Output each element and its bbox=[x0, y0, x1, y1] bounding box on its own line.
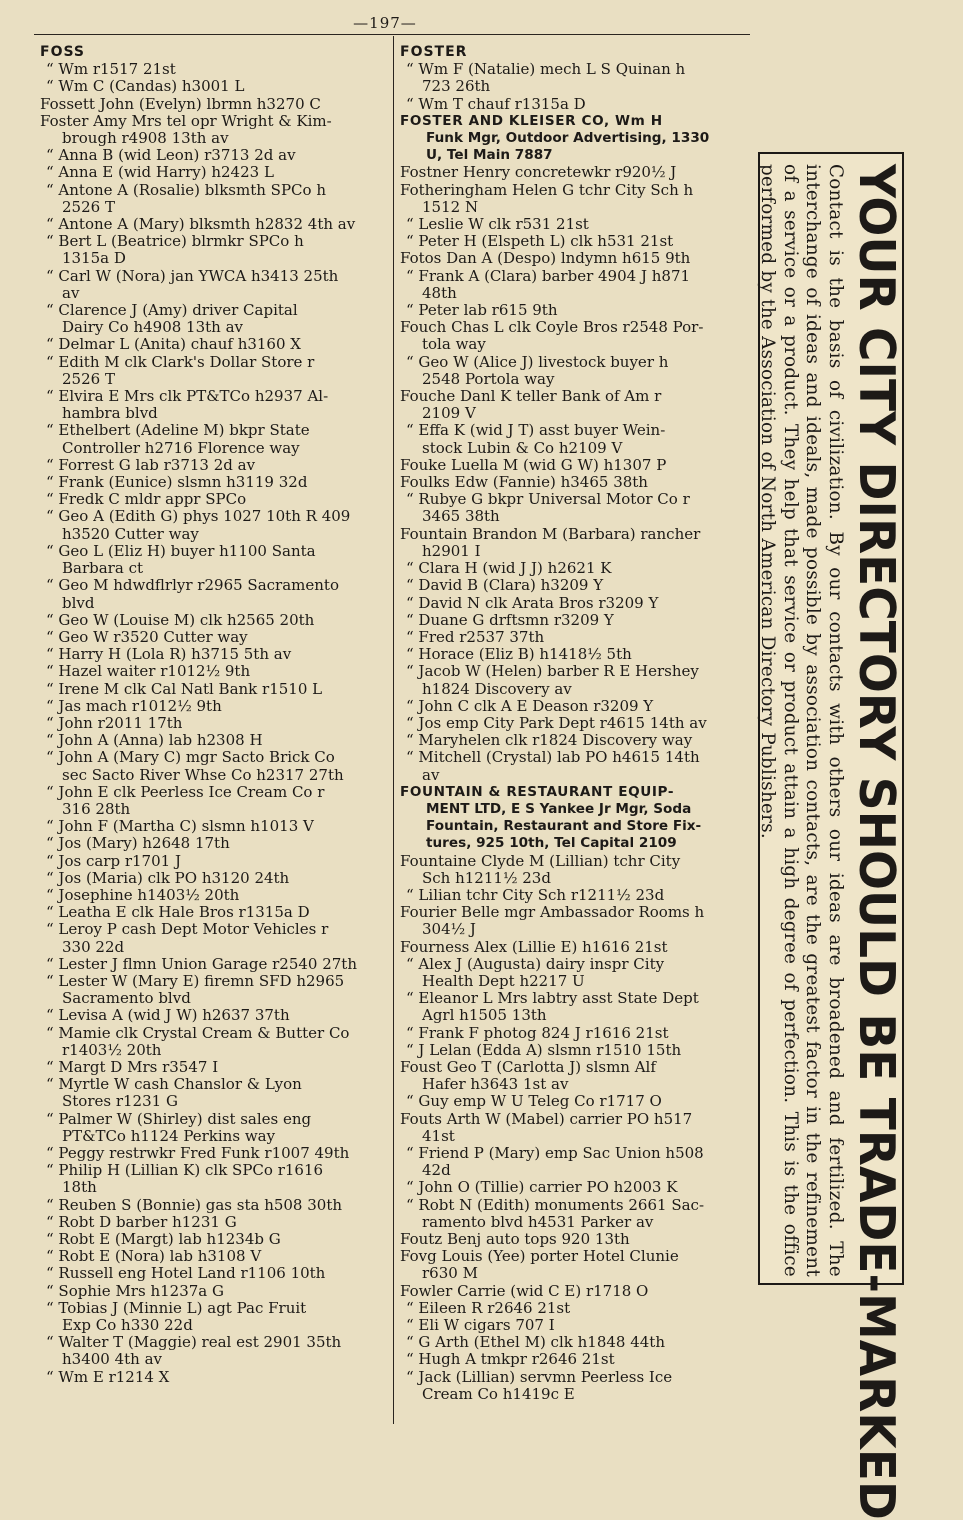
entry-continuation: Sacramento blvd bbox=[62, 990, 191, 1008]
advertisement-line: of a service or a product. They help that service or product attain a high degree of perfection. This is the office bbox=[780, 164, 801, 1277]
directory-entry: “ Fred r2537 37th bbox=[406, 628, 545, 646]
directory-entry: “ Fredk C mldr appr SPCo bbox=[46, 491, 247, 509]
business-listing-line: Fountain, Restaurant and Store Fix- bbox=[426, 818, 702, 835]
directory-entry: “ Effa K (wid J T) asst buyer Wein- bbox=[406, 422, 666, 440]
directory-entry: “ Robt D barber h1231 G bbox=[46, 1213, 237, 1231]
directory-entry: “ Ethelbert (Adeline M) bkpr State bbox=[46, 422, 310, 440]
directory-entry: “ Antone A (Rosalie) blksmth SPCo h bbox=[46, 181, 326, 199]
directory-entry: “ Russell eng Hotel Land r1106 10th bbox=[46, 1265, 326, 1283]
directory-entry: “ Hugh A tmkpr r2646 21st bbox=[406, 1351, 615, 1369]
column-divider bbox=[393, 36, 394, 1424]
directory-entry: Fouke Luella M (wid G W) h1307 P bbox=[400, 456, 667, 474]
advertisement-line: Contact is the basis of civilization. By our contacts with others our ideas are broadened and fertilized. The bbox=[825, 164, 846, 1277]
directory-entry: Fossett John (Evelyn) lbrmn h3270 C bbox=[40, 95, 321, 113]
directory-entry: “ Duane G drftsmn r3209 Y bbox=[406, 611, 614, 629]
directory-entry: “ Wm E r1214 X bbox=[46, 1368, 170, 1386]
directory-entry: “ Lester W (Mary E) firemn SFD h2965 bbox=[46, 972, 345, 990]
directory-entry: “ Jack (Lillian) servmn Peerless Ice bbox=[406, 1368, 673, 1386]
directory-entry: Fountain Brandon M (Barbara) rancher bbox=[400, 525, 701, 543]
entry-continuation: blvd bbox=[62, 594, 95, 612]
directory-entry: “ Alex J (Augusta) dairy inspr City bbox=[406, 955, 665, 973]
directory-entry: “ Geo M hdwdflrlyr r2965 Sacramento bbox=[46, 577, 339, 595]
right-column bbox=[400, 44, 752, 1403]
directory-entry: “ John A (Mary C) mgr Sacto Brick Co bbox=[46, 749, 335, 767]
directory-entry: Fostner Henry concretewkr r920½ J bbox=[400, 164, 677, 182]
entry-continuation: brough r4908 13th av bbox=[62, 130, 229, 148]
directory-entry: “ Lester J flmn Union Garage r2540 27th bbox=[46, 955, 357, 973]
directory-entry: “ Robt E (Nora) lab h3108 V bbox=[46, 1248, 262, 1266]
directory-entry: “ Tobias J (Minnie L) agt Pac Fruit bbox=[46, 1299, 307, 1317]
directory-entry: “ Sophie Mrs h1237a G bbox=[46, 1282, 224, 1300]
entry-continuation: 48th bbox=[422, 284, 457, 302]
entry-continuation: 1512 N bbox=[422, 198, 479, 216]
directory-entry: “ Leatha E clk Hale Bros r1315a D bbox=[46, 904, 310, 922]
directory-entry: “ Frank F photog 824 J r1616 21st bbox=[406, 1024, 669, 1042]
directory-entry: “ John F (Martha C) slsmn h1013 V bbox=[46, 818, 314, 836]
directory-entry: “ Robt E (Margt) lab h1234b G bbox=[46, 1231, 281, 1249]
advertisement-body bbox=[756, 164, 846, 1277]
directory-entry: “ Wm T chauf r1315a D bbox=[406, 95, 586, 113]
directory-entry: “ Margt D Mrs r3547 I bbox=[46, 1058, 219, 1076]
directory-entry: “ Eli W cigars 707 I bbox=[406, 1317, 555, 1335]
directory-entry: “ Antone A (Mary) blksmth h2832 4th av bbox=[46, 216, 356, 234]
entry-continuation: tola way bbox=[422, 336, 486, 354]
directory-entry: “ David B (Clara) h3209 Y bbox=[406, 577, 604, 595]
entry-continuation: 18th bbox=[62, 1179, 97, 1197]
directory-entry: “ Hazel waiter r1012½ 9th bbox=[46, 663, 251, 681]
directory-entry: “ Jacob W (Helen) barber R E Hershey bbox=[406, 663, 699, 681]
directory-entry: “ Carl W (Nora) jan YWCA h3413 25th bbox=[46, 267, 339, 285]
entry-continuation: Stores r1231 G bbox=[62, 1093, 178, 1111]
entry-continuation: Hafer h3643 1st av bbox=[422, 1076, 569, 1094]
directory-entry: Fovg Louis (Yee) porter Hotel Clunie bbox=[400, 1248, 679, 1266]
directory-entry: “ G Arth (Ethel M) clk h1848 44th bbox=[406, 1334, 665, 1352]
directory-entry: “ Anna E (wid Harry) h2423 L bbox=[46, 164, 274, 182]
directory-entry: “ Wm F (Natalie) mech L S Quinan h bbox=[406, 61, 686, 79]
directory-entry: “ Peter lab r615 9th bbox=[406, 302, 558, 320]
directory-entry: “ Walter T (Maggie) real est 2901 35th bbox=[46, 1334, 342, 1352]
directory-entry: Fowler Carrie (wid C E) r1718 O bbox=[400, 1282, 649, 1300]
directory-entry: Fotheringham Helen G tchr City Sch h bbox=[400, 181, 694, 199]
entry-continuation: h2901 I bbox=[422, 542, 481, 560]
directory-entry: “ Jos (Maria) clk PO h3120 24th bbox=[46, 869, 290, 887]
entry-continuation: sec Sacto River Whse Co h2317 27th bbox=[62, 766, 344, 784]
directory-entry: Fourness Alex (Lillie E) h1616 21st bbox=[400, 938, 668, 956]
directory-entry: “ Jos emp City Park Dept r4615 14th av bbox=[406, 714, 707, 732]
directory-entry: “ Leslie W clk r531 21st bbox=[406, 216, 589, 234]
directory-entry: “ Frank A (Clara) barber 4904 J h871 bbox=[406, 267, 691, 285]
directory-entry: “ Jos (Mary) h2648 17th bbox=[46, 835, 230, 853]
entry-continuation: 2526 T bbox=[62, 198, 115, 216]
entry-continuation: Agrl h1505 13th bbox=[422, 1007, 547, 1025]
entry-continuation: 2526 T bbox=[62, 370, 115, 388]
directory-entry: “ John E clk Peerless Ice Cream Co r bbox=[46, 783, 325, 801]
entry-continuation: h3400 4th av bbox=[62, 1351, 163, 1369]
directory-entry: “ J Lelan (Edda A) slsmn r1510 15th bbox=[406, 1041, 682, 1059]
directory-entry: Fouche Danl K teller Bank of Am r bbox=[400, 388, 662, 406]
directory-entry: “ Delmar L (Anita) chauf h3160 X bbox=[46, 336, 301, 354]
entry-continuation: Health Dept h2217 U bbox=[422, 972, 585, 990]
directory-entry: “ Horace (Eliz B) h1418½ 5th bbox=[406, 646, 632, 664]
directory-entry: Foulks Edw (Fannie) h3465 38th bbox=[400, 474, 648, 492]
left-column bbox=[40, 44, 385, 1386]
entry-continuation: 3465 38th bbox=[422, 508, 500, 526]
page-number: —197— bbox=[353, 14, 417, 32]
directory-entry: “ Friend P (Mary) emp Sac Union h508 bbox=[406, 1145, 704, 1162]
entry-continuation: Dairy Co h4908 13th av bbox=[62, 319, 244, 337]
directory-entry: “ Philip H (Lillian K) clk SPCo r1616 bbox=[46, 1162, 324, 1180]
directory-entry: “ Wm r1517 21st bbox=[46, 61, 176, 79]
directory-entry: “ Rubye G bkpr Universal Motor Co r bbox=[406, 491, 690, 509]
directory-entry: “ Clarence J (Amy) driver Capital bbox=[46, 302, 298, 320]
directory-entry: “ Leroy P cash Dept Motor Vehicles r bbox=[46, 921, 329, 939]
directory-entry: “ Elvira E Mrs clk PT&TCo h2937 Al- bbox=[46, 388, 329, 406]
directory-entry: “ Jas mach r1012½ 9th bbox=[46, 697, 222, 715]
directory-entry: “ Jos carp r1701 J bbox=[46, 852, 181, 870]
entry-continuation: 1315a D bbox=[62, 250, 126, 268]
entry-continuation: 723 26th bbox=[422, 78, 491, 96]
directory-entry: “ Geo W r3520 Cutter way bbox=[46, 628, 248, 646]
entry-continuation: r1403½ 20th bbox=[62, 1041, 162, 1059]
directory-entry: “ Mamie clk Crystal Cream & Butter Co bbox=[46, 1024, 350, 1042]
entry-continuation: 2109 V bbox=[422, 405, 476, 423]
directory-entry: “ Wm C (Candas) h3001 L bbox=[46, 78, 245, 96]
directory-entry: Fountaine Clyde M (Lillian) tchr City bbox=[400, 852, 681, 870]
directory-entry: “ Mitchell (Crystal) lab PO h4615 14th bbox=[406, 749, 700, 767]
entry-continuation: 304½ J bbox=[422, 921, 476, 939]
directory-entry: “ Levisa A (wid J W) h2637 37th bbox=[46, 1007, 290, 1025]
directory-entry: Fourier Belle mgr Ambassador Rooms h bbox=[400, 904, 705, 922]
advertisement-line: interchange of ideas and ideals, made possible by association contacts, are the greatest factor in the refinement bbox=[802, 164, 824, 1277]
entry-continuation: Controller h2716 Florence way bbox=[62, 439, 300, 457]
section-heading: FOSTER bbox=[400, 44, 468, 60]
directory-entry: “ Peter H (Elspeth L) clk h531 21st bbox=[406, 233, 674, 251]
entry-continuation: 2548 Portola way bbox=[422, 370, 555, 388]
directory-entry: “ Eleanor L Mrs labtry asst State Dept bbox=[406, 990, 699, 1008]
directory-entry: “ John C clk A E Deason r3209 Y bbox=[406, 697, 654, 715]
entry-continuation: 41st bbox=[422, 1127, 455, 1145]
directory-entry: “ Clara H (wid J J) h2621 K bbox=[406, 560, 612, 578]
directory-entry: “ Josephine h1403½ 20th bbox=[46, 886, 240, 904]
directory-entry: “ Peggy restrwkr Fred Funk r1007 49th bbox=[46, 1145, 350, 1162]
entry-continuation: h3520 Cutter way bbox=[62, 525, 199, 543]
entry-continuation: av bbox=[62, 284, 80, 302]
section-heading: FOSS bbox=[40, 44, 86, 60]
directory-entry: “ John r2011 17th bbox=[46, 714, 183, 732]
business-listing-line: MENT LTD, E S Yankee Jr Mgr, Soda bbox=[426, 800, 692, 817]
directory-entry: “ Geo L (Eliz H) buyer h1100 Santa bbox=[46, 542, 316, 560]
entry-continuation: 316 28th bbox=[62, 800, 131, 818]
directory-entry: Foster Amy Mrs tel opr Wright & Kim- bbox=[40, 112, 332, 130]
entry-continuation: Exp Co h330 22d bbox=[62, 1317, 193, 1335]
directory-entry: “ Bert L (Beatrice) blrmkr SPCo h bbox=[46, 233, 304, 251]
directory-entry: “ Geo A (Edith G) phys 1027 10th R 409 bbox=[46, 508, 351, 526]
directory-entry: “ Reuben S (Bonnie) gas sta h508 30th bbox=[46, 1196, 343, 1214]
directory-entry: “ Edith M clk Clark's Dollar Store r bbox=[46, 353, 315, 371]
business-listing-line: U, Tel Main 7887 bbox=[426, 147, 553, 164]
directory-entry: “ Eileen R r2646 21st bbox=[406, 1299, 571, 1317]
directory-entry: “ Lilian tchr City Sch r1211½ 23d bbox=[406, 886, 665, 904]
directory-entry: “ Robt N (Edith) monuments 2661 Sac- bbox=[406, 1196, 705, 1214]
business-listing-line: tures, 925 10th, Tel Capital 2109 bbox=[426, 835, 677, 852]
directory-entry: “ Geo W (Louise M) clk h2565 20th bbox=[46, 611, 315, 629]
advertisement-line: performed by the Association of North American Directory Publishers. bbox=[757, 164, 779, 839]
directory-entry: “ Palmer W (Shirley) dist sales eng bbox=[46, 1110, 312, 1128]
business-listing-line: Funk Mgr, Outdoor Advertising, 1330 bbox=[426, 130, 710, 147]
directory-entry: “ Myrtle W cash Chanslor & Lyon bbox=[46, 1076, 302, 1094]
entry-continuation: PT&TCo h1124 Perkins way bbox=[62, 1127, 276, 1145]
directory-entry: “ Anna B (wid Leon) r3713 2d av bbox=[46, 147, 296, 165]
directory-entry: Fotos Dan A (Despo) lndymn h615 9th bbox=[400, 250, 691, 268]
directory-entry: “ Irene M clk Cal Natl Bank r1510 L bbox=[46, 680, 323, 698]
entry-continuation: h1824 Discovery av bbox=[422, 680, 572, 698]
entry-continuation: r630 M bbox=[422, 1265, 478, 1283]
entry-continuation: 330 22d bbox=[62, 938, 125, 956]
directory-entry: “ Forrest G lab r3713 2d av bbox=[46, 456, 256, 474]
top-rule bbox=[34, 34, 750, 35]
directory-entry: “ Harry H (Lola R) h3715 5th av bbox=[46, 646, 292, 664]
directory-entry: “ Maryhelen clk r1824 Discovery way bbox=[406, 732, 693, 750]
entry-continuation: av bbox=[422, 766, 440, 784]
entry-continuation: 42d bbox=[422, 1162, 451, 1180]
directory-entry: “ Guy emp W U Teleg Co r1717 O bbox=[406, 1093, 662, 1111]
business-listing-line: FOSTER AND KLEISER CO, Wm H bbox=[400, 112, 663, 129]
entry-continuation: stock Lubin & Co h2109 V bbox=[422, 439, 623, 457]
advertisement-content bbox=[757, 154, 906, 1520]
directory-entry: “ John A (Anna) lab h2308 H bbox=[46, 732, 263, 750]
entry-continuation: hambra blvd bbox=[62, 405, 158, 423]
business-listing-line: FOUNTAIN & RESTAURANT EQUIP- bbox=[400, 783, 675, 800]
directory-entry: “ Frank (Eunice) slsmn h3119 32d bbox=[46, 474, 308, 492]
advertisement-headline: YOUR CITY DIRECTORY SHOULD BE TRADE-MARKED bbox=[847, 164, 906, 1520]
advertisement-box bbox=[757, 152, 906, 1520]
directory-entry: “ John O (Tillie) carrier PO h2003 K bbox=[406, 1179, 678, 1197]
directory-entry: Fouts Arth W (Mabel) carrier PO h517 bbox=[400, 1110, 693, 1128]
directory-entry: “ David N clk Arata Bros r3209 Y bbox=[406, 594, 659, 612]
directory-entry: Foust Geo T (Carlotta J) slsmn Alf bbox=[400, 1058, 656, 1076]
directory-entry: Fouch Chas L clk Coyle Bros r2548 Por- bbox=[400, 319, 704, 337]
directory-entry: Foutz Benj auto tops 920 13th bbox=[400, 1231, 630, 1249]
entry-continuation: ramento blvd h4531 Parker av bbox=[422, 1213, 654, 1231]
directory-entry: “ Geo W (Alice J) livestock buyer h bbox=[406, 353, 669, 371]
entry-continuation: Barbara ct bbox=[62, 560, 143, 578]
entry-continuation: Sch h1211½ 23d bbox=[422, 869, 551, 887]
entry-continuation: Cream Co h1419c E bbox=[422, 1385, 575, 1403]
